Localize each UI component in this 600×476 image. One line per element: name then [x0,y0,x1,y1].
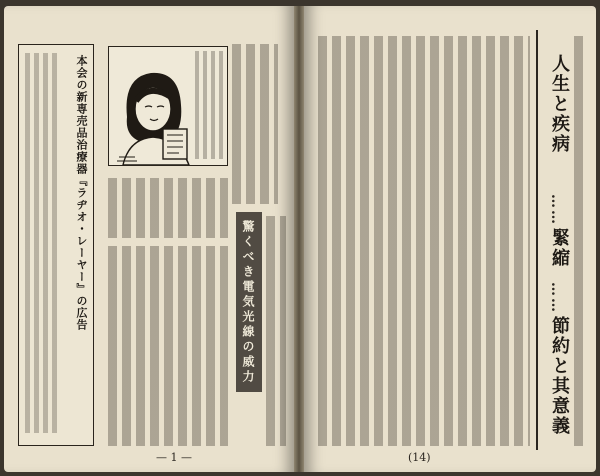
right-text-column-edge [574,36,588,446]
advertisement-box [18,44,94,446]
section-heading: 驚くべき電気光線の威力 [241,220,255,385]
chapter-title-dots: …… [548,194,564,226]
left-text-column-right [232,44,278,204]
left-text-column-far-right [266,216,286,446]
illustration-caption-lines [195,51,223,159]
chapter-title-part2: 緊縮 [549,228,570,268]
right-text-body [318,36,530,446]
book-gutter [294,6,304,472]
chapter-title-part1: 人生と疾病 [549,54,570,154]
ad-fine-print [25,53,59,433]
left-page [4,6,294,472]
chapter-title-dots-2: …… [548,282,564,314]
woman-reading-illustration [108,46,228,166]
left-text-column-upper [108,178,228,238]
right-page-number: (14) [408,451,431,464]
ad-label: 本会の新専売品治療器『ラヂオ・レーヤー』の広告 [75,55,88,331]
left-page-number: — 1 — [156,451,192,464]
title-divider [536,30,538,450]
chapter-title-part3: 節約と其意義 [549,316,570,436]
right-page [304,6,596,472]
left-text-column-lower [108,246,228,446]
